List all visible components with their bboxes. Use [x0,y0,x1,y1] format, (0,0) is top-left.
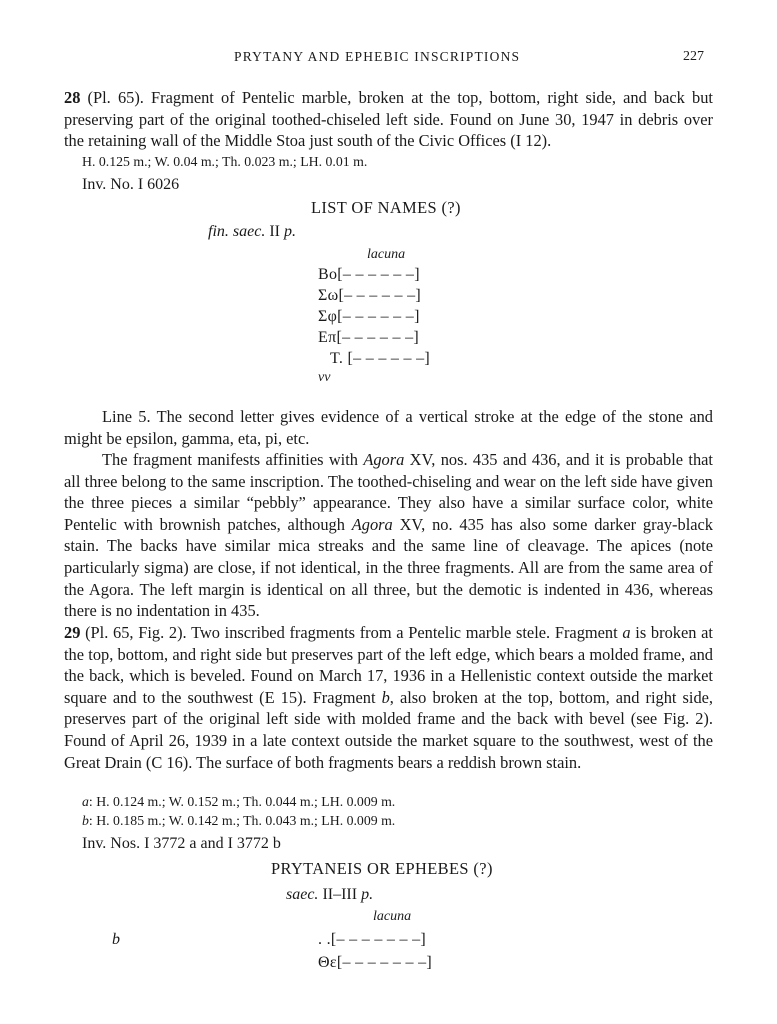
running-header: PRYTANY AND EPHEBIC INSCRIPTIONS [234,49,521,64]
entry-29-title: PRYTANEIS OR EPHEBES (?) [271,859,493,878]
entry-28-vacat: vv [318,370,331,385]
entry-28-line-4: Επ[– – – – – –] [318,329,420,346]
entry-28-line-1: Βο[– – – – – –] [318,266,420,283]
agora-ref-1: Agora [363,450,405,469]
entry-28-date [208,223,296,241]
entry-28-number: 28 [64,88,81,107]
entry-29-date-num: II–III [318,886,362,903]
entry-29-measurements-a [82,794,395,810]
entry-29-lacuna: lacuna [373,909,412,924]
entry-28-description [64,87,713,152]
entry-29-date [286,886,373,904]
entry-29-inventory: Inv. Nos. I 3772 a and I 3772 b [82,835,281,852]
entry-28-title: LIST OF NAMES (?) [311,198,461,217]
commentary-text-c: XV, no. 435 has also some darker gray-black stain. The backs have similar mica streaks and the same line of cleavage. The apices (note particularly sigma) are close, if not identical, in the three fragments. All are from the same area of the Agora. The left margin is identical on all three, but the demotic is indented in 436, whereas there is no indentation in 435. [64,514,713,621]
entry-28-line-2: Σω[– – – – – –] [318,287,421,304]
entry-29-desc-1: (Pl. 65, Fig. 2). Two inscribed fragments from a Pentelic marble stele. Fragment [80,623,623,642]
entry-28-commentary-affinities [64,449,713,622]
entry-29-description [64,622,713,773]
entry-28-date-p: p. [283,223,296,240]
entry-28-date-abbr: fin. saec. [208,223,266,240]
entry-28-inventory: Inv. No. I 6026 [82,176,180,193]
meas-b-label: b [82,813,89,828]
meas-a-values: : H. 0.124 m.; W. 0.152 m.; Th. 0.044 m.; LH. 0.009 m. [88,794,396,809]
commentary-text-b: XV, nos. 435 and 436, and it is probable that all three belong to the same inscription. The toothed-chiseling and wear on the left side have given the three pieces a similar “pebbly” appearance. They also have a similar surface color, white Pentelic with brownish patches, although [64,450,713,534]
entry-28-commentary-line5: Line 5. The second letter gives evidence of a vertical stroke at the edge of the stone and might be epsilon, gamma, eta, pi, etc. [64,407,713,448]
entry-28-date-num: II [265,223,284,240]
entry-29-line-2: Θε[– – – – – – –] [318,954,433,971]
entry-29-fragment-label: b [112,931,120,948]
entry-29-number: 29 [64,623,81,642]
page-number: 227 [683,49,704,64]
entry-28-line-5: Τ. [– – – – – –] [330,350,431,367]
entry-29-measurements-b [82,813,395,829]
entry-28-line-3: Σφ[– – – – – –] [318,308,420,325]
entry-28-desc-text: (Pl. 65). Fragment of Pentelic marble, broken at the top, bottom, right side, and back but preserving part of the original toothed-chiseled left side. Found on June 30, 1947 in debris over the retaining wall of the Middle Stoa just south of the Civic Offices (I 12). [64,88,713,151]
commentary-text-a: The fragment manifests affinities with [102,450,364,469]
entry-29-date-abbr: saec. [286,886,319,903]
meas-a-label: a [82,794,89,809]
entry-28-measurements: H. 0.125 m.; W. 0.04 m.; Th. 0.023 m.; LH. 0.01 m. [82,154,368,169]
entry-28-lacuna: lacuna [367,247,406,262]
entry-29-line-1: . .[– – – – – – –] [318,931,427,948]
entry-29-date-p: p. [361,886,374,903]
entry-29-desc-3: , also broken at the top, bottom, and right side, preserves part of the original left side with molded frame and the back with bevel (see Fig. 2). Found of April 26, 1939 in a late context outside the market square to the southwest, west of the Great Drain (C 16). The surface of both fragments bears a reddish brown stain. [64,687,714,772]
entry-29-frag-b: b [381,687,390,707]
agora-ref-2: Agora [351,514,393,534]
meas-b-values: : H. 0.185 m.; W. 0.142 m.; Th. 0.043 m.; LH. 0.009 m. [88,813,396,828]
entry-29-frag-a: a [622,623,631,642]
entry-29-desc-2: is broken at the top, bottom, and right side but preserves part of the left edge, which bears a molded frame, and the back, which is beveled. Found on March 17, 1936 in a Hellenistic context outside the market square and to the southwest (E 15). Fragment [64,623,713,707]
